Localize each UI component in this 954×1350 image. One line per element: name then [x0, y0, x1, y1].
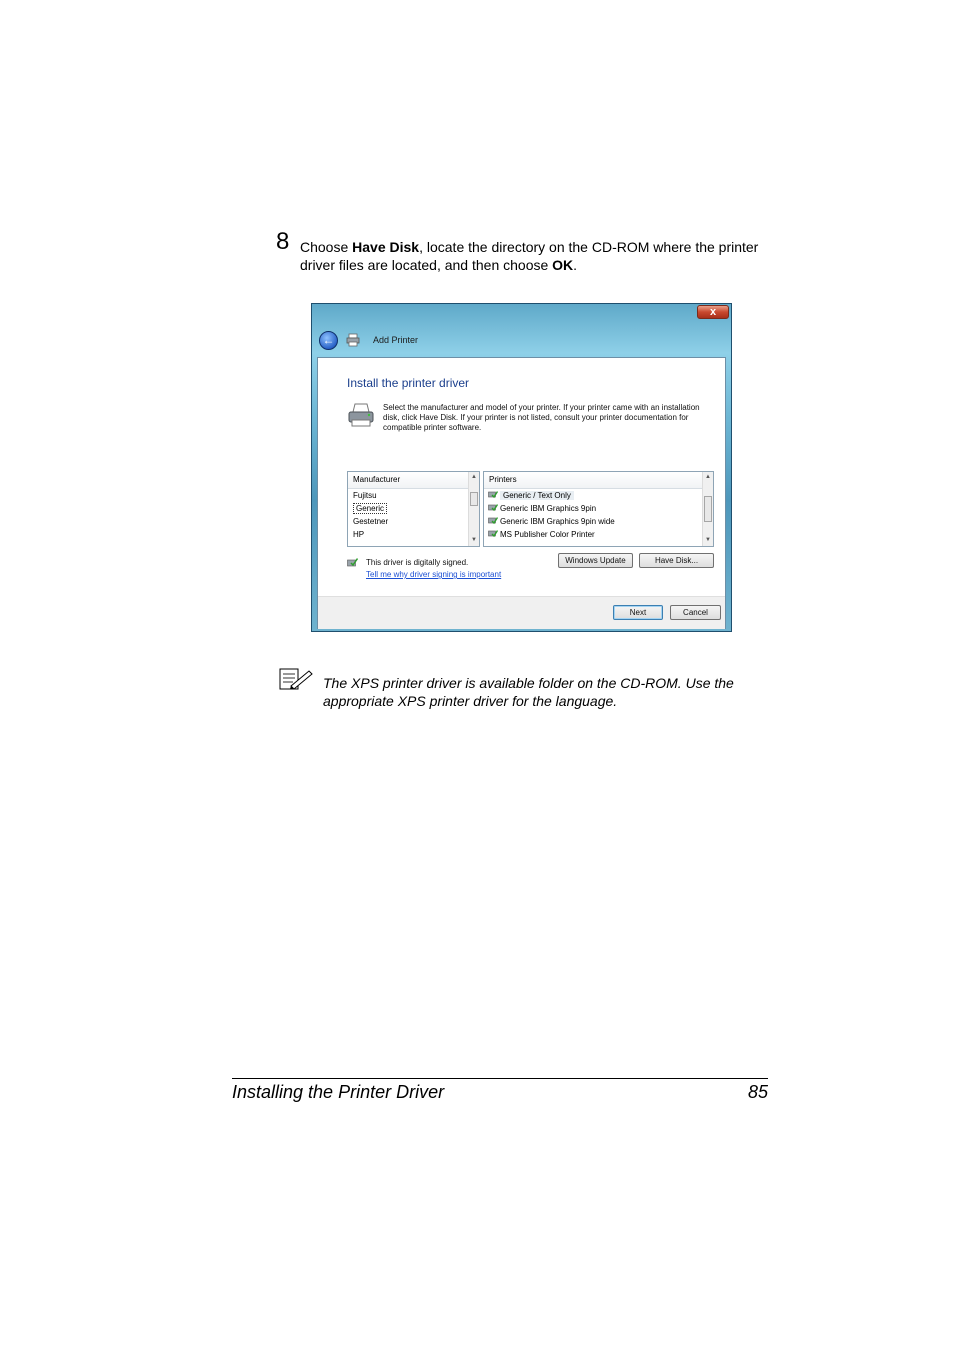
list-item[interactable]: Generic: [348, 502, 479, 515]
page-number: 85: [747, 1082, 768, 1102]
signed-driver-icon: [347, 557, 358, 568]
list-item[interactable]: Generic IBM Graphics 9pin: [484, 502, 713, 515]
note-pencil-icon: [279, 668, 313, 690]
scroll-down-icon[interactable]: ▼: [705, 537, 711, 543]
dialog-content: [317, 357, 726, 629]
manufacturer-header: Manufacturer: [348, 472, 479, 489]
step-number: 8: [276, 228, 290, 255]
scrollbar[interactable]: [702, 472, 713, 546]
list-item[interactable]: Fujitsu: [353, 491, 377, 500]
scroll-up-icon[interactable]: ▲: [705, 474, 711, 480]
step-instruction: Choose Have Disk, locate the directory on the CD-ROM where the printer driver files are located, and then choose OK.: [300, 239, 759, 273]
scroll-up-icon[interactable]: ▲: [471, 474, 477, 480]
manufacturer-listbox[interactable]: [347, 471, 480, 547]
list-item[interactable]: Generic / Text Only: [484, 489, 713, 502]
list-item[interactable]: MS Publisher Color Printer: [484, 528, 713, 541]
close-button[interactable]: x: [697, 305, 729, 319]
list-item[interactable]: HP: [353, 530, 365, 539]
driver-signing-link[interactable]: Tell me why driver signing is important: [366, 570, 502, 579]
page-title: Install the printer driver: [347, 376, 470, 390]
signed-driver-icon: [488, 529, 498, 538]
add-printer-dialog: [311, 303, 732, 632]
scroll-thumb[interactable]: [470, 492, 478, 506]
footer-title: Installing the Printer Driver: [232, 1082, 445, 1102]
instructions-text: Select the manufacturer and model of your printer. If your printer came with an installation disk, click Have Disk. If your printer is not listed, consult your printer documentation for compatible printer software.: [383, 403, 700, 432]
list-item[interactable]: Gestetner: [353, 517, 389, 526]
next-button[interactable]: Next: [613, 605, 663, 620]
have-disk-button[interactable]: Have Disk...: [639, 553, 714, 568]
list-item[interactable]: Generic IBM Graphics 9pin wide: [484, 515, 713, 528]
footer-divider: [232, 1078, 768, 1079]
scrollbar[interactable]: [468, 472, 479, 546]
cancel-button[interactable]: Cancel: [670, 605, 721, 620]
printers-listbox[interactable]: [483, 471, 714, 547]
scroll-down-icon[interactable]: ▼: [471, 537, 477, 543]
note-text: The XPS printer driver is available folder on the CD-ROM. Use the appropriate XPS printer driver for the language.: [323, 675, 734, 709]
signed-driver-icon: [488, 490, 498, 499]
signed-driver-icon: [488, 516, 498, 525]
windows-update-button[interactable]: Windows Update: [558, 553, 633, 568]
signed-status-text: This driver is digitally signed.: [366, 558, 469, 567]
signed-driver-icon: [488, 503, 498, 512]
printers-header: Printers: [484, 472, 713, 489]
back-arrow-icon[interactable]: ←: [319, 331, 338, 350]
dialog-title: Add Printer: [373, 335, 419, 345]
printer-icon: [346, 333, 360, 347]
scroll-thumb[interactable]: [704, 496, 712, 522]
printer-icon: [347, 402, 375, 430]
dialog-footer: [318, 596, 725, 629]
